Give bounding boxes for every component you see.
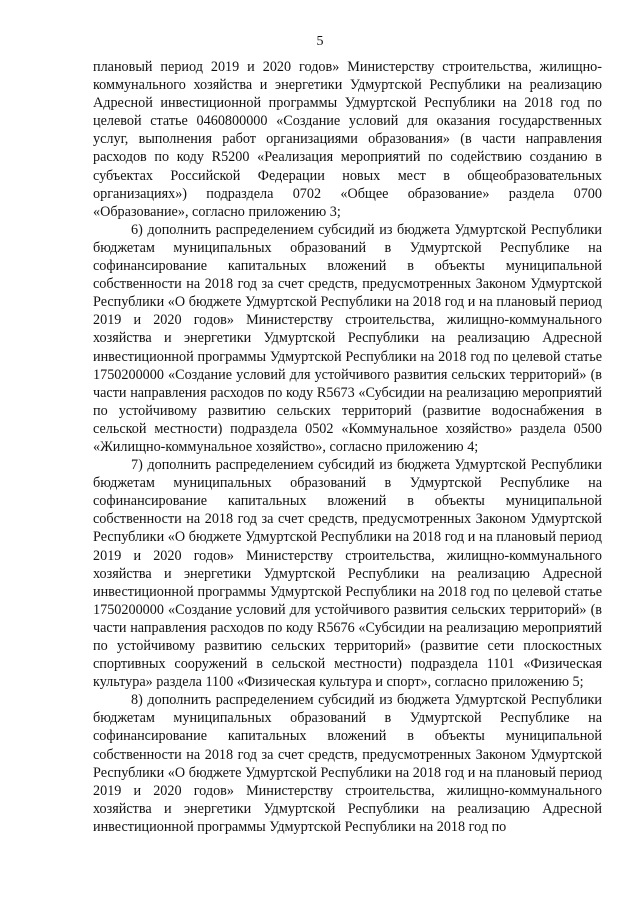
page-number: 5: [316, 34, 324, 49]
paragraph-continuation: плановый период 2019 и 2020 годов» Министерству строительства, жилищно-коммунального хозяйства и энергетики Удмуртской Республики на реализацию Адресной инвестиционной программы Удмуртской Республики на 2018 год по целевой статье 0460800000 «Создание условий для оказания государственных услуг, выполнения работ организациями образования» (в части направления расходов по коду R5200 «Реализация мероприятий по содействию созданию в субъектах Российской Федерации новых мест в общеобразовательных организациях») подраздела 0702 «Общее образование» раздела 0700 «Образование», согласно приложению 3;: [93, 59, 602, 220]
paragraph-item-8: 8) дополнить распределением субсидий из бюджета Удмуртской Республики бюджетам муниципальных образований в Удмуртской Республике на софинансирование капитальных вложений в объекты муниципальной собственности на 2018 год за счет средств, предусмотренных Законом Удмуртской Республики «О бюджете Удмуртской Республики на 2018 год и на плановый период 2019 и 2020 годов» Министерству строительства, жилищно-коммунального хозяйства и энергетики Удмуртской Республики на реализацию Адресной инвестиционной программы Удмуртской Республики на 2018 год по: [93, 692, 602, 835]
paragraph-item-6: 6) дополнить распределением субсидий из бюджета Удмуртской Республики бюджетам муниципальных образований в Удмуртской Республике на софинансирование капитальных вложений в объекты муниципальной собственности на 2018 год за счет средств, предусмотренных Законом Удмуртской Республики «О бюджете Удмуртской Республики на 2018 год и на плановый период 2019 и 2020 годов» Министерству строительства, жилищно-коммунального хозяйства и энергетики Удмуртской Республики на реализацию Адресной инвестиционной программы Удмуртской Республики на 2018 год по целевой статье 1750200000 «Создание условий для устойчивого развития сельских территорий» (в части направления расходов по коду R5673 «Субсидии на реализацию мероприятий по устойчивому развитию сельских территорий (развитие водоснабжения в сельской местности) подраздела 0502 «Коммунальное хозяйство» раздела 0500 «Жилищно-коммунальное хозяйство», согласно приложению 4;: [93, 221, 602, 455]
document-body: [93, 58, 602, 836]
paragraph-item-7: 7) дополнить распределением субсидий из бюджета Удмуртской Республики бюджетам муниципальных образований в Удмуртской Республике на софинансирование капитальных вложений в объекты муниципальной собственности на 2018 год за счет средств, предусмотренных Законом Удмуртской Республики «О бюджете Удмуртской Республики на 2018 год и на плановый период 2019 и 2020 годов» Министерству строительства, жилищно-коммунального хозяйства и энергетики Удмуртской Республики на реализацию Адресной инвестиционной программы Удмуртской Республики на 2018 год по целевой статье 1750200000 «Создание условий для устойчивого развития сельских территорий» (в части направления расходов по коду R5676 «Субсидии на реализацию мероприятий по устойчивому развитию сельских территорий» (развитие сети плоскостных спортивных сооружений в сельской местности) подраздела 1101 «Физическая культура» раздела 1100 «Физическая культура и спорт», согласно приложению 5;: [93, 457, 602, 691]
